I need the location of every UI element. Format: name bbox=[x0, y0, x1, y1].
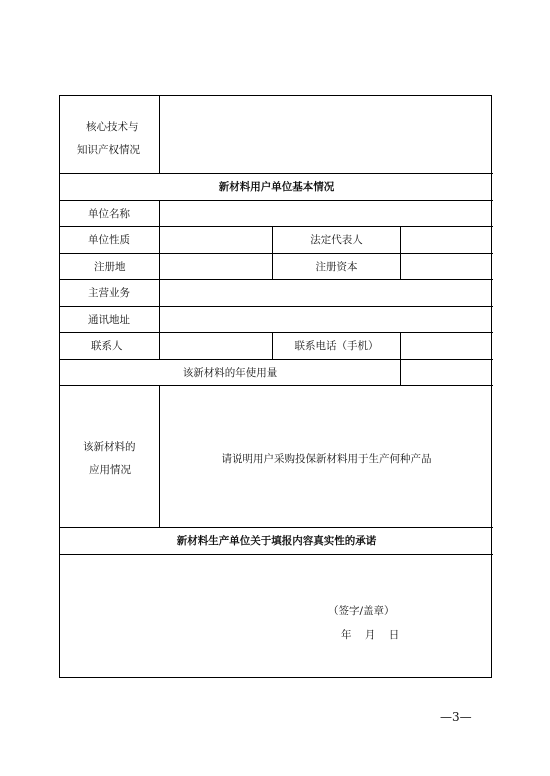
mail-address-input[interactable] bbox=[160, 307, 493, 332]
row-divider bbox=[60, 527, 493, 528]
contact-phone-input[interactable] bbox=[401, 333, 493, 359]
unit-name-input[interactable] bbox=[160, 201, 493, 226]
row-divider bbox=[60, 173, 493, 174]
page-number: —3— bbox=[440, 710, 472, 724]
main-business-label: 主营业务 bbox=[88, 287, 130, 299]
contact-phone-label: 联系电话（手机） bbox=[294, 340, 379, 352]
application-form-table bbox=[59, 95, 492, 678]
reg-address-label: 注册地 bbox=[94, 261, 126, 273]
reg-address-input[interactable] bbox=[160, 254, 272, 279]
annual-usage-input[interactable] bbox=[401, 360, 493, 385]
tech-input-cell[interactable] bbox=[160, 96, 493, 173]
application-label-line1: 该新材料的 bbox=[83, 441, 136, 453]
mail-address-label: 通讯地址 bbox=[88, 314, 130, 326]
contact-label: 联系人 bbox=[91, 340, 123, 352]
legal-rep-input[interactable] bbox=[401, 227, 493, 253]
row-divider bbox=[60, 554, 493, 555]
commitment-title: 新材料生产单位关于填报内容真实性的承诺 bbox=[176, 535, 377, 547]
legal-rep-label: 法定代表人 bbox=[310, 234, 363, 246]
reg-capital-label: 注册资本 bbox=[315, 261, 358, 273]
application-hint[interactable]: 请说明用户采购投保新材料用于生产何种产品 bbox=[221, 453, 432, 465]
user-section-title: 新材料用户单位基本情况 bbox=[218, 181, 335, 193]
unit-nature-input[interactable] bbox=[160, 227, 272, 253]
tech-label-line2: 知识产权情况 bbox=[77, 144, 140, 156]
reg-capital-input[interactable] bbox=[401, 254, 493, 279]
unit-nature-label: 单位性质 bbox=[88, 234, 130, 246]
unit-name-label: 单位名称 bbox=[88, 208, 130, 220]
date-label: 年 月 日 bbox=[341, 629, 400, 641]
tech-label-line1: 核心技术与 bbox=[86, 121, 139, 133]
main-business-input[interactable] bbox=[160, 280, 493, 306]
signature-label[interactable]: （签字/盖章） bbox=[328, 605, 395, 617]
row-divider bbox=[60, 385, 493, 386]
application-label-line2: 应用情况 bbox=[89, 464, 131, 476]
annual-usage-label: 该新材料的年使用量 bbox=[182, 367, 278, 379]
contact-input[interactable] bbox=[160, 333, 272, 359]
